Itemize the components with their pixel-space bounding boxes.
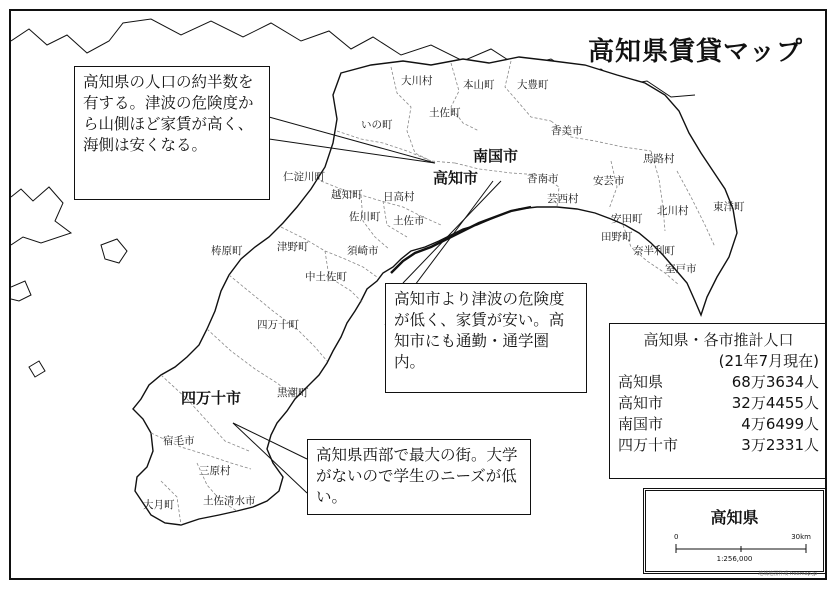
label-susaki: 須崎市 — [347, 245, 379, 257]
callout-kochi: 高知県の人口の約半数を有する。津波の危険度から山側ほど家賃が高く、海側は安くなる。 — [74, 66, 270, 200]
label-tosashi: 土佐市 — [393, 215, 425, 227]
label-konan: 香南市 — [527, 173, 559, 185]
label-geisei: 芸西村 — [547, 193, 579, 205]
population-row — [618, 435, 819, 456]
island-west-2 — [11, 281, 31, 301]
label-nakatosa: 中土佐町 — [305, 271, 347, 283]
callout-shimanto: 高知県西部で最大の街。大学がないので学生のニーズが低い。 — [307, 439, 531, 515]
city-nankoku: 南国市 — [473, 147, 519, 165]
population-row — [618, 372, 819, 393]
label-yusuhara: 梼原町 — [211, 245, 243, 257]
map-credit: 地域地図作成 freemap.jp — [758, 571, 817, 577]
scale-box — [643, 488, 826, 574]
label-mihara: 三原村 — [199, 465, 231, 477]
label-nahari: 奈半利町 — [633, 245, 675, 257]
label-tosashimizu: 土佐清水市 — [203, 495, 256, 507]
label-otoyo: 大豊町 — [517, 79, 549, 91]
population-subheading: (21年7月現在) — [718, 352, 819, 370]
label-toyo: 東洋町 — [713, 201, 745, 213]
population-row-value: 4万6499人 — [741, 415, 819, 433]
population-row-value: 3万2331人 — [741, 436, 819, 454]
label-tano: 田野町 — [601, 231, 633, 243]
island-west — [101, 239, 127, 263]
islet-southwest — [29, 361, 45, 377]
city-kochi: 高知市 — [433, 169, 479, 187]
label-okawa: 大川村 — [401, 75, 433, 87]
label-shimanto-town: 四万十町 — [257, 319, 299, 331]
label-tsuno: 津野町 — [277, 241, 309, 253]
label-umaji: 馬路村 — [643, 153, 675, 165]
population-row — [618, 414, 819, 435]
label-kami: 香美市 — [551, 125, 583, 137]
population-row-value: 68万3634人 — [731, 373, 819, 391]
map-frame — [9, 9, 827, 580]
label-ochi: 越知町 — [331, 189, 363, 201]
map-title: 高知県賃貸マップ — [588, 37, 803, 67]
population-row-name: 南国市 — [618, 415, 664, 433]
label-sukumo: 宿毛市 — [163, 435, 195, 447]
callout-nankoku: 高知市より津波の危険度が低く、家賃が安い。高知市にも通勤・通学圏内。 — [385, 283, 587, 393]
population-row-value: 32万4455人 — [731, 394, 819, 412]
scale-ratio: 1:256,000 — [716, 555, 753, 563]
neighbor-land-west-coast — [11, 187, 71, 245]
label-niyodogawa: 仁淀川町 — [283, 171, 325, 183]
label-yasuda: 安田町 — [611, 213, 643, 225]
label-muroto: 室戸市 — [665, 263, 697, 275]
label-ino: いの町 — [361, 119, 393, 131]
label-kuroshio: 黒潮町 — [277, 387, 309, 399]
label-motoyama: 本山町 — [463, 79, 495, 91]
scale-end-label: 30km — [791, 533, 811, 541]
label-hidaka: 日高村 — [383, 191, 415, 203]
label-sakawa: 佐川町 — [349, 211, 381, 223]
label-aki: 安芸市 — [593, 175, 625, 187]
scale-start-label: 0 — [674, 533, 679, 541]
population-row-name: 高知市 — [618, 394, 664, 412]
label-otsuki: 大月町 — [143, 499, 175, 511]
label-kitagawa: 北川村 — [657, 205, 689, 217]
population-row — [618, 393, 819, 414]
city-shimanto: 四万十市 — [181, 389, 242, 407]
population-heading: 高知県・各市推計人口 — [643, 331, 794, 349]
scale-prefecture-name: 高知県 — [710, 508, 759, 527]
population-row-name: 高知県 — [618, 373, 664, 391]
population-table — [609, 323, 827, 479]
label-tosa: 土佐町 — [429, 107, 461, 119]
population-row-name: 四万十市 — [618, 436, 679, 454]
